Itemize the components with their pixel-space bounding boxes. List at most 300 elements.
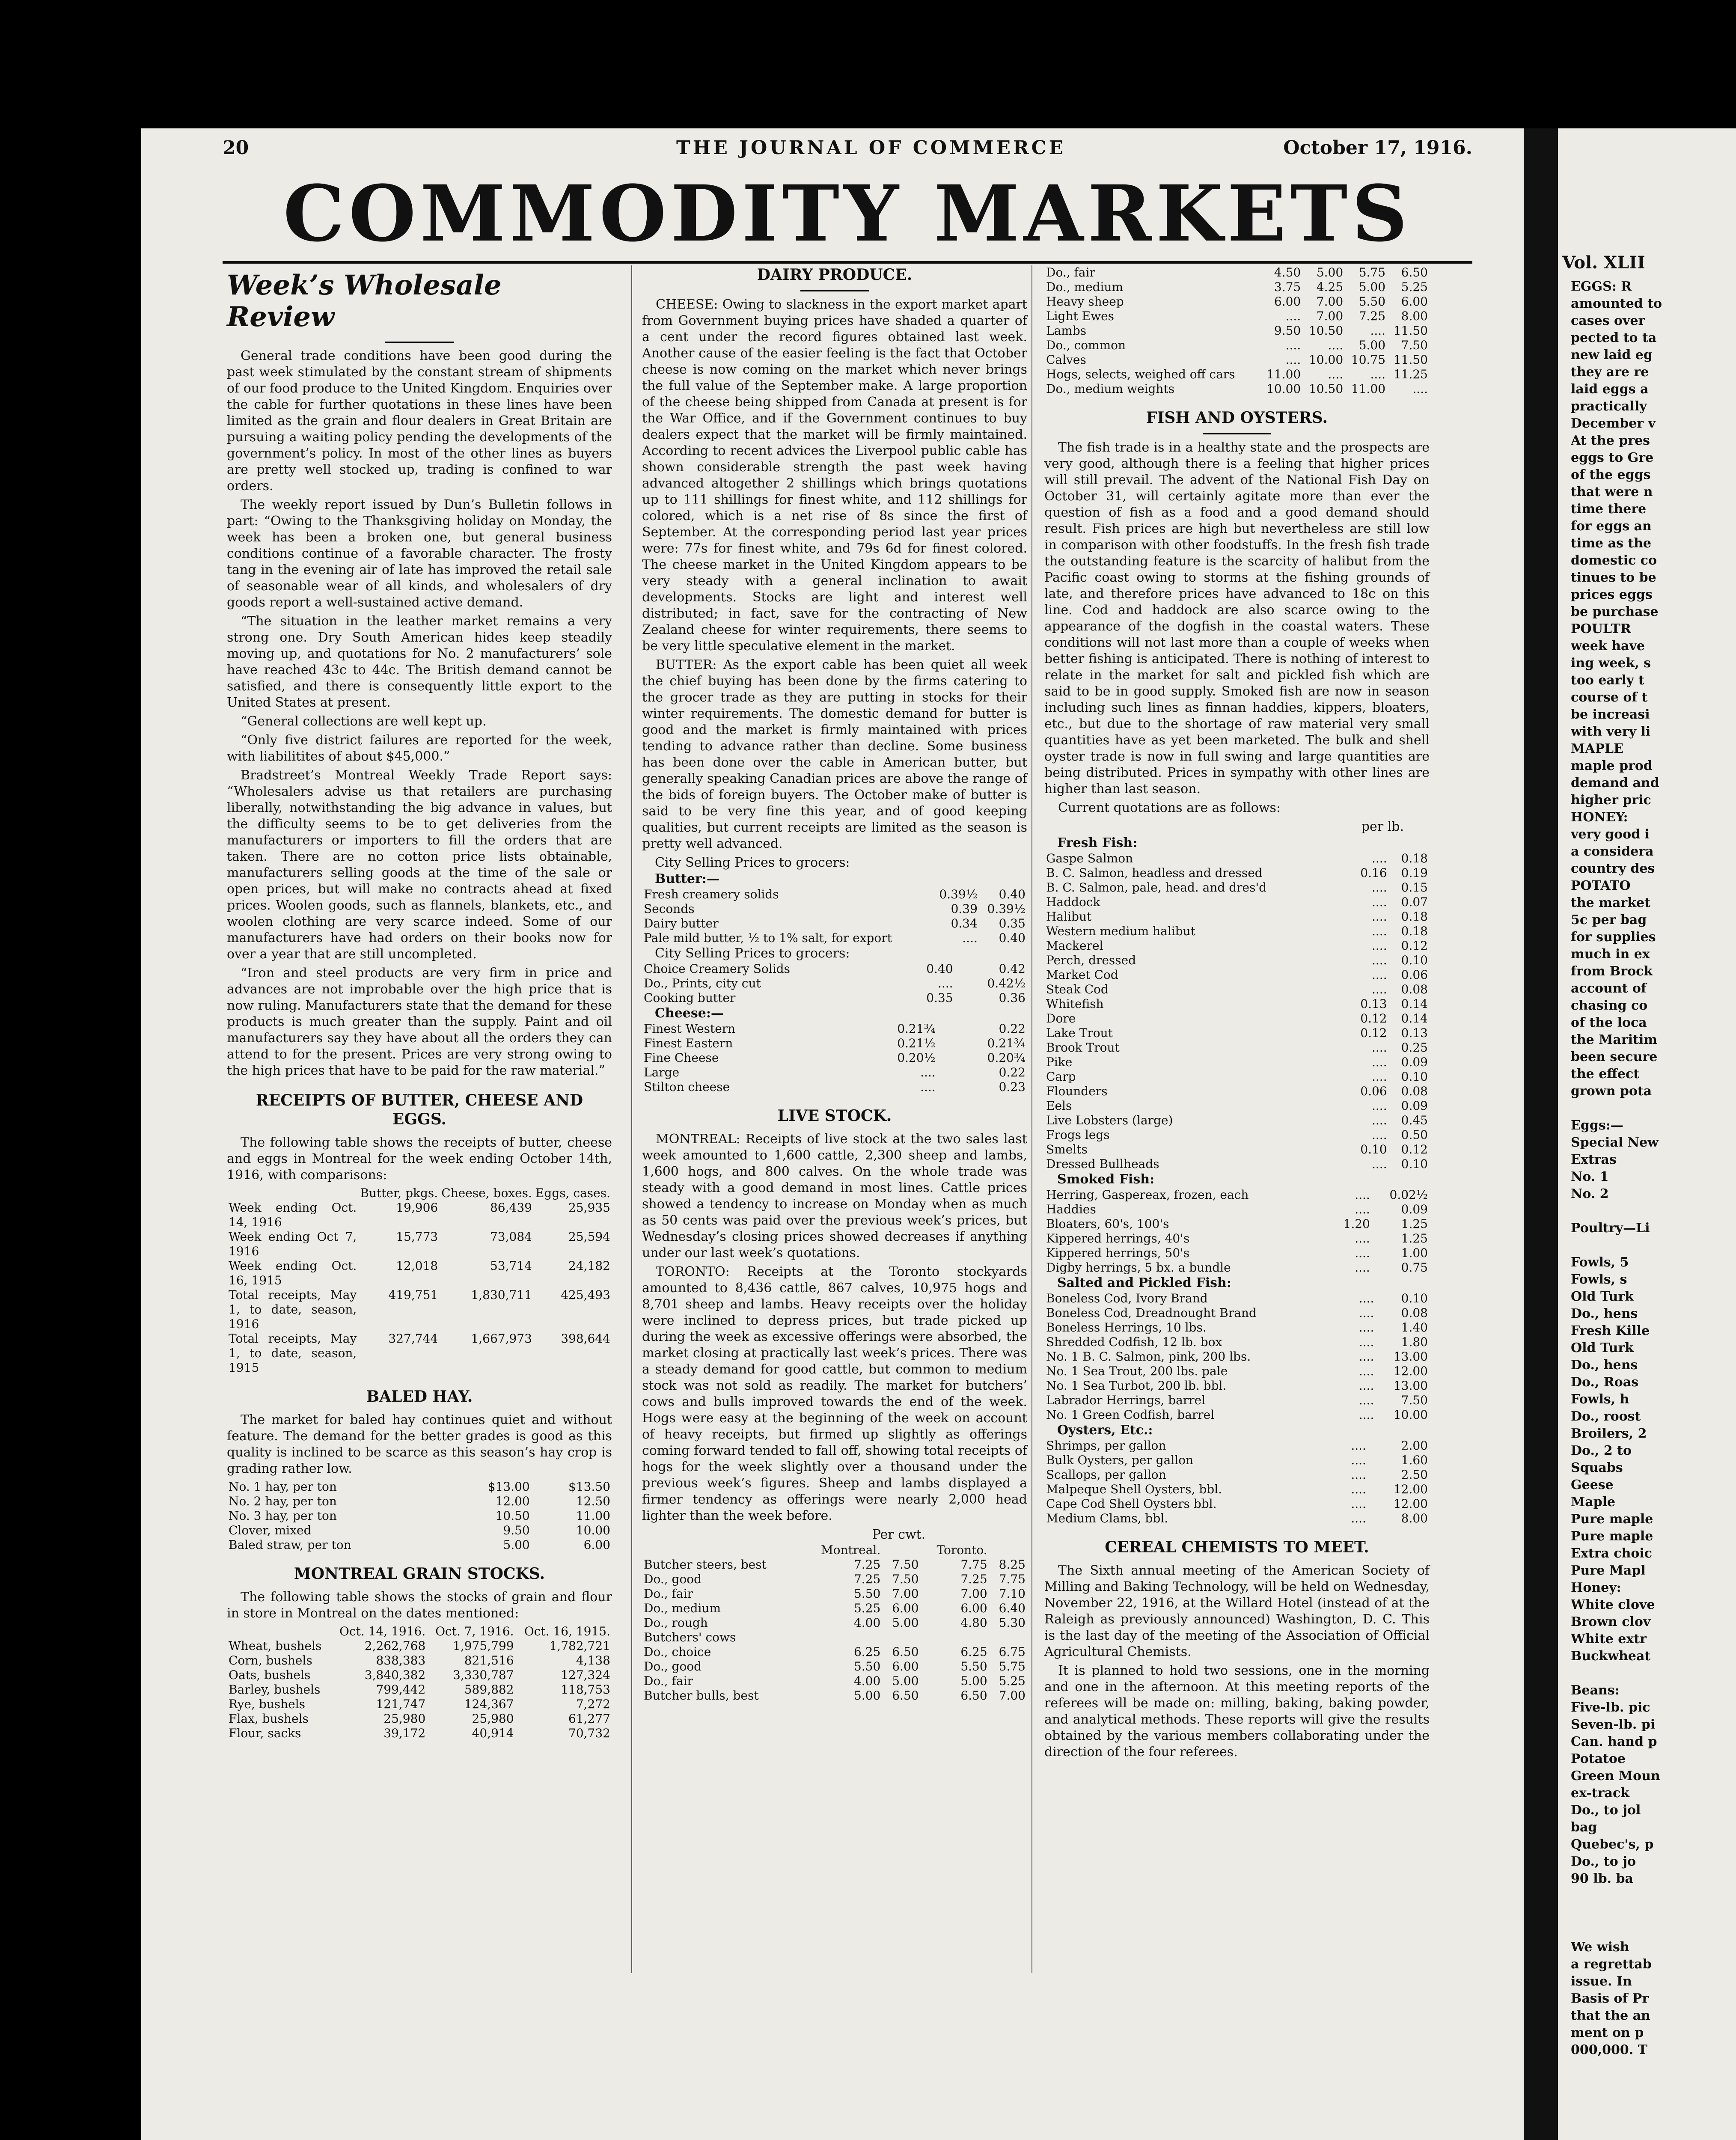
table-cell-value: 6.25: [960, 1645, 987, 1659]
table-row: [642, 887, 1027, 902]
table-row: [1044, 338, 1430, 353]
table-cell-label: Choice Creamery Solids: [644, 962, 790, 976]
table-cell-value: ....: [962, 931, 978, 945]
text-line: for eggs an: [1571, 519, 1652, 534]
table-cell-value: 53,714: [490, 1259, 532, 1273]
column-dairy-livestock: [642, 265, 1027, 1703]
table-cell-value: ....: [1358, 1393, 1374, 1407]
table-cell-value: 10.00: [1393, 1408, 1428, 1422]
table-cell-value: 10.50: [1308, 382, 1344, 396]
table-row: [227, 1712, 612, 1726]
table-row: [1044, 367, 1430, 382]
table-cell-value: 425,493: [561, 1288, 610, 1302]
table-cell-label: Halibut: [1046, 910, 1092, 924]
table-cell-value: 6.50: [892, 1645, 919, 1659]
table-cell-value: 6.00: [960, 1601, 987, 1615]
table-row: [1044, 309, 1430, 324]
table-cell-value: 7.50: [892, 1557, 919, 1572]
table-cell-value: ....: [1372, 1040, 1387, 1055]
text-line: [1571, 1887, 1736, 1905]
table-row: [227, 1668, 612, 1682]
table-row: [1044, 1026, 1430, 1040]
table-cell-value: $13.00: [488, 1480, 530, 1494]
text-line: At the pres: [1571, 433, 1650, 448]
table-cell-value: 5.30: [999, 1616, 1026, 1630]
table-row: [642, 1036, 1027, 1051]
table-row: [1044, 1393, 1430, 1408]
table-cell-label: Smelts: [1046, 1142, 1088, 1156]
table-cell-value: 5.50: [1358, 294, 1386, 309]
prices-label: City Selling Prices to grocers:: [655, 946, 850, 961]
table-cell-label: Do., common: [1046, 338, 1126, 352]
fresh-fish-table: [1044, 851, 1430, 1171]
adjacent-page-column: [1571, 278, 1736, 2059]
table-row: [227, 1697, 612, 1712]
table-cell-value: 7.25: [853, 1572, 881, 1586]
table-row: [227, 1639, 612, 1653]
table-cell-value: ....: [1358, 1320, 1374, 1335]
table-cell-value: 5.00: [1316, 265, 1344, 279]
table-row: [642, 1080, 1027, 1094]
table-cell-value: 12.50: [576, 1494, 610, 1508]
table-cell-value: 73,084: [490, 1230, 532, 1244]
table-cell-value: 2,262,768: [364, 1639, 426, 1653]
separator: [1203, 433, 1271, 434]
table-cell-value: 0.39½: [939, 887, 978, 901]
column-header: [989, 1543, 1027, 1557]
table-cell-label: Lake Trout: [1046, 1026, 1113, 1040]
table-cell-value: 3.75: [1274, 280, 1301, 294]
paragraph: The following table shows the receipts of butter, cheese and eggs in Montreal for the week ending October 14th, 1916, with comparisons:: [227, 1135, 612, 1183]
table-row: [227, 1509, 612, 1523]
table-cell-label: Market Cod: [1046, 968, 1118, 982]
text-line: ment on p: [1571, 2025, 1644, 2040]
table-cell-value: 0.08: [1401, 982, 1428, 996]
table-cell-value: ....: [1372, 895, 1387, 909]
paragraph: Bradstreet’s Montreal Weekly Trade Report says: “Wholesalers advise us that retailers are purchasing liberally, notwithstanding the big advance in values, but the difficulty seems to be to get deliveries from the manufacturers or importers to fill the orders that are taken. There are no cotton price lists obtainable, manufacturers selling goods at the time of the sale or open prices, but will make no contracts ahead at fixed prices. Woolen goods, such as flannels, blankets, etc., and woolen clothing are very scarce indeed. Some of our manufacturers have had orders on their books now for over a year that are still uncompleted.: [227, 768, 612, 962]
table-cell-label: Butchers' cows: [644, 1630, 736, 1644]
table-cell-label: Flax, bushels: [229, 1712, 309, 1726]
table-cell-value: 0.34: [951, 916, 978, 930]
table-cell-value: 25,935: [568, 1201, 610, 1215]
table-cell-value: ....: [1355, 1202, 1370, 1216]
table-cell-value: 5.00: [960, 1674, 987, 1688]
text-line: chasing co: [1571, 998, 1648, 1013]
table-cell-value: 10.75: [1351, 353, 1386, 367]
text-line: [1571, 1100, 1736, 1117]
table-cell-label: Do., choice: [644, 1645, 711, 1659]
text-line: No. 2: [1571, 1186, 1609, 1201]
table-cell-label: Pale mild butter, ½ to 1% salt, for export: [644, 931, 892, 945]
table-cell-value: ....: [1328, 338, 1344, 352]
table-cell-value: 5.25: [1401, 280, 1428, 294]
table-cell-label: No. 2 hay, per ton: [229, 1494, 337, 1508]
table-cell-label: Live Lobsters (large): [1046, 1113, 1173, 1127]
paragraph: The fish trade is in a healthy state and the prospects are very good, although there is a feeling that higher prices will still prevail. The advent of the National Fish Day on October 31, will certainly agitate more than ever the question of fish as a food and a good demand should result. Fish prices are high but nevertheless are still low in comparison with other foodstuffs. In the fresh fish trade the outstanding feature is the scarcity of halibut from the Pacific coast owing to storms at the fishing grounds of late, and therefore prices have advanced to 18c on this line. Cod and haddock are also scarce owing to the appearance of the dogfish in the coastal waters. These conditions will not last more than a couple of weeks when better fishing is anticipated. There is nothing of interest to relate in the market for salt and pickled fish which are said to be in good supply. Smoked fish are now in season including such lines as finnan haddies, kippers, bloaters, etc., but due to the shortage of raw material very small quantities have as yet been marketed. The bulk and shell oyster trade is now in full swing and large quantities are being distributed. Prices in sympathy with other lines are higher than last season.: [1044, 440, 1430, 797]
table-row: [1044, 353, 1430, 367]
table-cell-value: ....: [1372, 939, 1387, 953]
table-cell-value: ....: [1372, 1055, 1387, 1069]
table-cell-value: 0.10: [1401, 1157, 1428, 1171]
table-cell-label: Wheat, bushels: [229, 1639, 322, 1653]
table-row: [1044, 895, 1430, 910]
table-cell-value: 7.50: [892, 1572, 919, 1586]
table-cell-value: 0.21¾: [897, 1022, 936, 1036]
table-cell-label: Boneless Cod, Ivory Brand: [1046, 1291, 1208, 1305]
table-cell-value: 12.00: [495, 1494, 530, 1508]
table-cell-value: ....: [1372, 1070, 1387, 1084]
table-cell-value: 589,882: [464, 1682, 514, 1697]
table-cell-value: 25,980: [472, 1712, 514, 1726]
table-cell-value: 0.08: [1401, 1306, 1428, 1320]
text-line: issue. In: [1571, 1974, 1632, 1989]
table-cell-value: ....: [1370, 324, 1386, 338]
table-cell-label: Perch, dressed: [1046, 953, 1136, 967]
text-line: prices eggs: [1571, 587, 1653, 602]
table-cell-value: 11.25: [1393, 367, 1428, 381]
table-cell-value: 0.15: [1401, 880, 1428, 895]
table-cell-label: Steak Cod: [1046, 982, 1109, 996]
table-cell-value: 2.50: [1401, 1468, 1428, 1482]
table-cell-label: Finest Eastern: [644, 1036, 733, 1050]
table-cell-value: ....: [1370, 367, 1386, 381]
table-cell-value: 6.00: [892, 1659, 919, 1673]
column-header: [227, 1186, 358, 1201]
column-header: [642, 1543, 802, 1557]
table-cell-label: Bulk Oysters, per gallon: [1046, 1453, 1194, 1467]
table-cell-value: 1,782,721: [549, 1639, 610, 1653]
table-cell-value: 1.25: [1401, 1231, 1428, 1245]
table-cell-value: 11.50: [1393, 324, 1428, 338]
table-cell-value: ....: [1351, 1482, 1366, 1496]
table-cell-value: 4.00: [853, 1674, 881, 1688]
table-row: [1044, 968, 1430, 982]
table-cell-label: Week ending Oct 7, 1916: [229, 1230, 357, 1258]
paragraph: TORONTO: Receipts at the Toronto stockyards amounted to 8,436 cattle, 867 calves, 10,975 hogs and 8,701 sheep and lambs. Heavy receipts over the holiday were inclined to depress prices, but trade picked up during the week as excessive offerings were absorbed, the market closing at practically last week’s prices. There was a steady demand for good cattle, but common to medium stock was not sold as readily. The market for butchers’ cows and bulls improved towards the end of the week. Hogs were easy at the beginning of the week on account of heavy receipts, but firmed up slightly as offerings coming forward tended to fall off, showing total receipts of hogs for the week slightly over a thousand under the previous week’s figures. Sheep and lambs displayed a firmer tendency as offerings were nearly 2,000 head lighter than the week before.: [642, 1264, 1027, 1523]
table-cell-value: 1.60: [1401, 1453, 1428, 1467]
table-cell-label: Lambs: [1046, 324, 1087, 338]
table-row: [1044, 1113, 1430, 1128]
table-cell-value: 8.25: [999, 1557, 1026, 1572]
text-line: Pure maple: [1571, 1512, 1653, 1527]
text-line: Do., roost: [1571, 1409, 1641, 1424]
table-cell-value: ....: [1372, 1099, 1387, 1113]
text-line: ing week, s: [1571, 656, 1651, 671]
table-cell-label: Hogs, selects, weighed off cars: [1046, 367, 1235, 381]
text-line: time as the: [1571, 536, 1652, 551]
table-row: [1044, 1217, 1430, 1231]
text-line: higher pric: [1571, 793, 1651, 808]
table-cell-value: 70,732: [568, 1726, 610, 1740]
table-cell-value: 12,018: [396, 1259, 438, 1273]
table-cell-value: 5.25: [853, 1601, 881, 1615]
text-line: Brown clov: [1571, 1614, 1651, 1629]
table-cell-value: ....: [1351, 1468, 1366, 1482]
text-line: Fowls, s: [1571, 1272, 1627, 1287]
text-line: Potatoe: [1571, 1751, 1626, 1766]
table-subhead: Fresh Fish:: [1057, 835, 1138, 850]
text-line: Quebec's, p: [1571, 1837, 1654, 1852]
table-cell-value: 7.25: [1358, 309, 1386, 323]
text-line: 90 lb. ba: [1571, 1871, 1633, 1886]
table-cell-label: Fresh creamery solids: [644, 887, 779, 901]
table-row: [642, 1674, 1027, 1688]
table-cell-value: 39,172: [383, 1726, 426, 1740]
hay-table: [227, 1480, 612, 1552]
table-cell-value: 15,773: [396, 1230, 438, 1244]
text-line: HONEY:: [1571, 810, 1628, 825]
page-gutter: [1524, 128, 1562, 2140]
table-cell-label: Large: [644, 1065, 680, 1079]
table-row: [1044, 880, 1430, 895]
table-cell-value: [989, 1630, 1027, 1645]
text-line: Beans:: [1571, 1683, 1620, 1698]
livestock-text: [642, 1131, 1027, 1524]
table-cell-value: 0.21¾: [987, 1036, 1026, 1050]
column-header: Montreal.: [820, 1543, 881, 1557]
text-line: very good i: [1571, 827, 1650, 842]
table-cell-value: 0.40: [999, 887, 1026, 901]
table-cell-value: 0.22: [999, 1065, 1026, 1079]
cheese-table: [642, 1022, 1027, 1094]
table-row: [1044, 1320, 1430, 1335]
table-row: [642, 1630, 1027, 1645]
table-cell-label: Dore: [1046, 1011, 1076, 1025]
table-cell-value: 6.25: [853, 1645, 881, 1659]
text-line: Fowls, 5: [1571, 1255, 1629, 1270]
table-cell-value: 0.21½: [897, 1036, 936, 1050]
text-line: pected to ta: [1571, 330, 1657, 345]
table-cell-value: 327,744: [388, 1332, 438, 1346]
receipts-table: [227, 1186, 612, 1375]
text-line: of the eggs: [1571, 467, 1651, 482]
table-cell-value: 7.00: [892, 1587, 919, 1601]
page-number: 20: [223, 137, 249, 159]
table-cell-value: 1,830,711: [471, 1288, 532, 1302]
salted-fish-table: [1044, 1291, 1430, 1422]
smoked-fish-table: [1044, 1188, 1430, 1275]
table-cell-value: 0.09: [1401, 1202, 1428, 1216]
text-line: domestic co: [1571, 553, 1657, 568]
table-cell-value: 5.25: [999, 1674, 1026, 1688]
table-cell-value: ....: [1351, 1439, 1366, 1453]
table-row: [1044, 1306, 1430, 1320]
table-cell-value: 10.00: [1308, 353, 1344, 367]
table-cell-label: Mackerel: [1046, 939, 1103, 953]
paragraph: General trade conditions have been good during the past week stimulated by the constant stream of shipments of our food produce to the United Kingdom. Enquiries over the cable for further quotations in these lines have been limited as the grain and flour dealers in Great Britain are pursuing a waiting policy pending the developments of the government’s policy. In most of the other lines as buyers are pretty well stocked up, trading is confined to war orders.: [227, 348, 612, 493]
text-line: [1571, 1237, 1736, 1254]
table-cell-value: 1.80: [1401, 1335, 1428, 1349]
table-cell-value: 6.50: [892, 1688, 919, 1703]
table-row: [642, 1022, 1027, 1036]
dairy-text: [642, 297, 1027, 852]
table-cell-label: Frogs legs: [1046, 1128, 1110, 1142]
table-cell-label: Clover, mixed: [229, 1523, 312, 1537]
text-line: White extr: [1571, 1632, 1647, 1647]
table-cell-value: 10.00: [576, 1523, 610, 1537]
table-row: [227, 1494, 612, 1509]
table-cell-value: ....: [1372, 1157, 1387, 1171]
table-row: [642, 1051, 1027, 1065]
table-cell-label: Fine Cheese: [644, 1051, 719, 1065]
table-cell-value: 12.00: [1393, 1482, 1428, 1496]
table-cell-value: 0.23: [999, 1080, 1026, 1094]
table-cell-value: 124,367: [464, 1697, 514, 1711]
table-cell-value: 0.20¾: [987, 1051, 1026, 1065]
table-cell-value: ....: [1372, 953, 1387, 967]
table-cell-value: 0.10: [1401, 1291, 1428, 1305]
table-cell-value: ....: [1358, 1349, 1374, 1364]
separator: [800, 290, 869, 291]
text-line: No. 1: [1571, 1169, 1609, 1184]
table-cell-value: 5.00: [892, 1674, 919, 1688]
table-cell-value: 6.50: [1401, 265, 1428, 279]
table-row: [642, 1688, 1027, 1703]
table-cell-value: ....: [1412, 382, 1428, 396]
table-cell-value: 11.00: [576, 1509, 610, 1523]
table-cell-label: Do., medium weights: [1046, 382, 1175, 396]
table-cell-label: Do., rough: [644, 1616, 708, 1630]
table-cell-label: Bloaters, 60's, 100's: [1046, 1217, 1169, 1231]
text-line: [1571, 1905, 1736, 1922]
title-rule: [223, 261, 1472, 264]
table-row: [1044, 997, 1430, 1011]
table-subhead: Butter:—: [655, 871, 719, 886]
table-cell-value: 9.50: [1274, 324, 1301, 338]
text-line: be purchase: [1571, 604, 1659, 619]
table-cell-label: No. 1 Green Codfish, barrel: [1046, 1408, 1215, 1422]
table-row: [1044, 910, 1430, 924]
table-cell-label: No. 3 hay, per ton: [229, 1509, 337, 1523]
table-cell-value: 7.00: [1316, 294, 1344, 309]
table-cell-value: 821,516: [464, 1653, 514, 1667]
table-cell-value: 0.06: [1360, 1084, 1387, 1098]
table-cell-label: Boneless Cod, Dreadnought Brand: [1046, 1306, 1257, 1320]
table-cell-value: 0.10: [1401, 953, 1428, 967]
table-row: [1044, 1099, 1430, 1113]
table-cell-value: 0.08: [1401, 1084, 1428, 1098]
table-cell-value: 5.00: [503, 1538, 530, 1552]
table-cell-value: 127,324: [561, 1668, 610, 1682]
table-row: [1044, 1231, 1430, 1246]
table-row: [642, 916, 1027, 931]
text-line: EGGS: R: [1571, 279, 1632, 294]
text-line: the effect: [1571, 1067, 1640, 1082]
adjacent-page-header: Vol. XLII: [1562, 253, 1645, 273]
paragraph: CHEESE: Owing to slackness in the export market apart from Government buying prices have shaded a quarter of a cent under the record figures obtained last week. Another cause of the easier feeling is the fact that October cheese is now coming on the market which never brings the full value of the September make. A large proportion of the cheese being shipped from Canada at present is for the War Office, and if the Government continues to buy dealers expect that the market will be firmly maintained. According to recent advices the Liverpool public cable has shown considerable strength the past week having advanced altogether 2 shillings which brings quotations up to 111 shillings for finest white, and 112 shillings for colored, which is a net rise of 8s since the first of September. At the corresponding period last year prices were: 77s for finest white, and 79s 6d for finest colored. The cheese market in the United Kingdom appears to be very steady with a general inclination to await developments. Stocks are light and interest well distributed; in fact, save for the contracting of New Zealand cheese for winter requirements, there seems to be very little speculative element in the market.: [642, 297, 1027, 654]
column-divider: [1031, 265, 1032, 1973]
table-cell-value: 0.39: [951, 902, 978, 916]
table-row: [642, 931, 1027, 945]
table-cell-value: ....: [1358, 1408, 1374, 1422]
table-row: [1044, 1260, 1430, 1275]
text-line: eggs to Gre: [1571, 450, 1654, 465]
paragraph: The following table shows the stocks of grain and flour in store in Montreal on the dates mentioned:: [227, 1590, 612, 1621]
table-row: [227, 1201, 612, 1230]
text-line: that were n: [1571, 484, 1653, 499]
table-cell-value: 0.16: [1360, 866, 1387, 880]
table-row: [642, 902, 1027, 916]
table-row: [642, 1659, 1027, 1674]
text-line: Old Turk: [1571, 1289, 1634, 1304]
table-cell-value: 8.00: [1401, 1511, 1428, 1525]
grain-table: [227, 1624, 612, 1741]
table-row: [227, 1653, 612, 1668]
table-row: [1044, 1040, 1430, 1055]
table-cell-value: 4.50: [1274, 265, 1301, 279]
table-row: [227, 1230, 612, 1259]
table-cell-value: 7.50: [1401, 1393, 1428, 1407]
paragraph: The market for baled hay continues quiet and without feature. The demand for the better grades is good as this quality is inclined to be scarce as this season’s hay crop is grading rather low.: [227, 1412, 612, 1476]
table-row: [1044, 324, 1430, 338]
city-prices-table: [642, 962, 1027, 1005]
table-cell-label: Carp: [1046, 1070, 1076, 1084]
table-cell-value: 19,906: [396, 1201, 438, 1215]
text-line: Squabs: [1571, 1460, 1623, 1475]
table-cell-value: ....: [1355, 1188, 1370, 1202]
text-line: laid eggs a: [1571, 382, 1649, 397]
table-cell-value: ....: [937, 976, 953, 990]
table-cell-value: 7.50: [1401, 338, 1428, 352]
table-cell-value: 6.00: [583, 1538, 610, 1552]
text-line: Fowls, h: [1571, 1392, 1629, 1407]
table-row: [642, 991, 1027, 1005]
table-cell-value: 398,644: [561, 1332, 610, 1346]
table-cell-label: Kippered herrings, 50's: [1046, 1246, 1190, 1260]
paragraph: “General collections are well kept up.: [241, 714, 487, 729]
table-cell-value: 1.40: [1401, 1320, 1428, 1335]
text-line: the Maritim: [1571, 1032, 1658, 1047]
table-row: [1044, 1084, 1430, 1099]
text-line: White clove: [1571, 1597, 1655, 1612]
section-heading: CEREAL CHEMISTS TO MEET.: [1105, 1538, 1369, 1556]
column-fish: [1044, 265, 1430, 1763]
table-cell-value: 0.45: [1401, 1113, 1428, 1127]
table-row: [1044, 982, 1430, 997]
text-line: Buckwheat: [1571, 1649, 1651, 1664]
text-line: Do., hens: [1571, 1358, 1638, 1373]
table-cell-label: Pike: [1046, 1055, 1073, 1069]
table-cell-value: 5.00: [1358, 338, 1386, 352]
table-cell-value: 0.42½: [987, 976, 1026, 990]
text-line: course of t: [1571, 690, 1648, 705]
column-header: Oct. 7, 1916.: [435, 1624, 514, 1638]
table-cell-value: 10.50: [495, 1509, 530, 1523]
table-row: [1044, 294, 1430, 309]
table-cell-label: Eels: [1046, 1099, 1072, 1113]
text-line: Five-lb. pic: [1571, 1700, 1650, 1715]
text-line: country des: [1571, 861, 1655, 876]
table-cell-label: Light Ewes: [1046, 309, 1115, 323]
table-cell-value: 799,442: [376, 1682, 426, 1697]
text-line: Seven-lb. pi: [1571, 1717, 1656, 1732]
column-header: Oct. 14, 1916.: [339, 1624, 426, 1638]
text-line: practically: [1571, 399, 1647, 414]
table-cell-value: 7.00: [999, 1688, 1026, 1703]
adjacent-page: [1558, 128, 1736, 2140]
table-cell-value: 7.25: [960, 1572, 987, 1586]
column-header: Cheese, boxes.: [441, 1186, 532, 1200]
table-cell-value: 7,272: [576, 1697, 610, 1711]
text-line: Do., 2 to: [1571, 1443, 1632, 1458]
text-line: a considera: [1571, 844, 1654, 859]
text-line: demand and: [1571, 776, 1659, 791]
table-row: [1044, 1202, 1430, 1217]
table-cell-value: 4,138: [576, 1653, 610, 1667]
table-cell-label: Barley, bushels: [229, 1682, 321, 1697]
text-line: 000,000. T: [1571, 2042, 1647, 2057]
issue-date: October 17, 1916.: [1283, 137, 1472, 159]
